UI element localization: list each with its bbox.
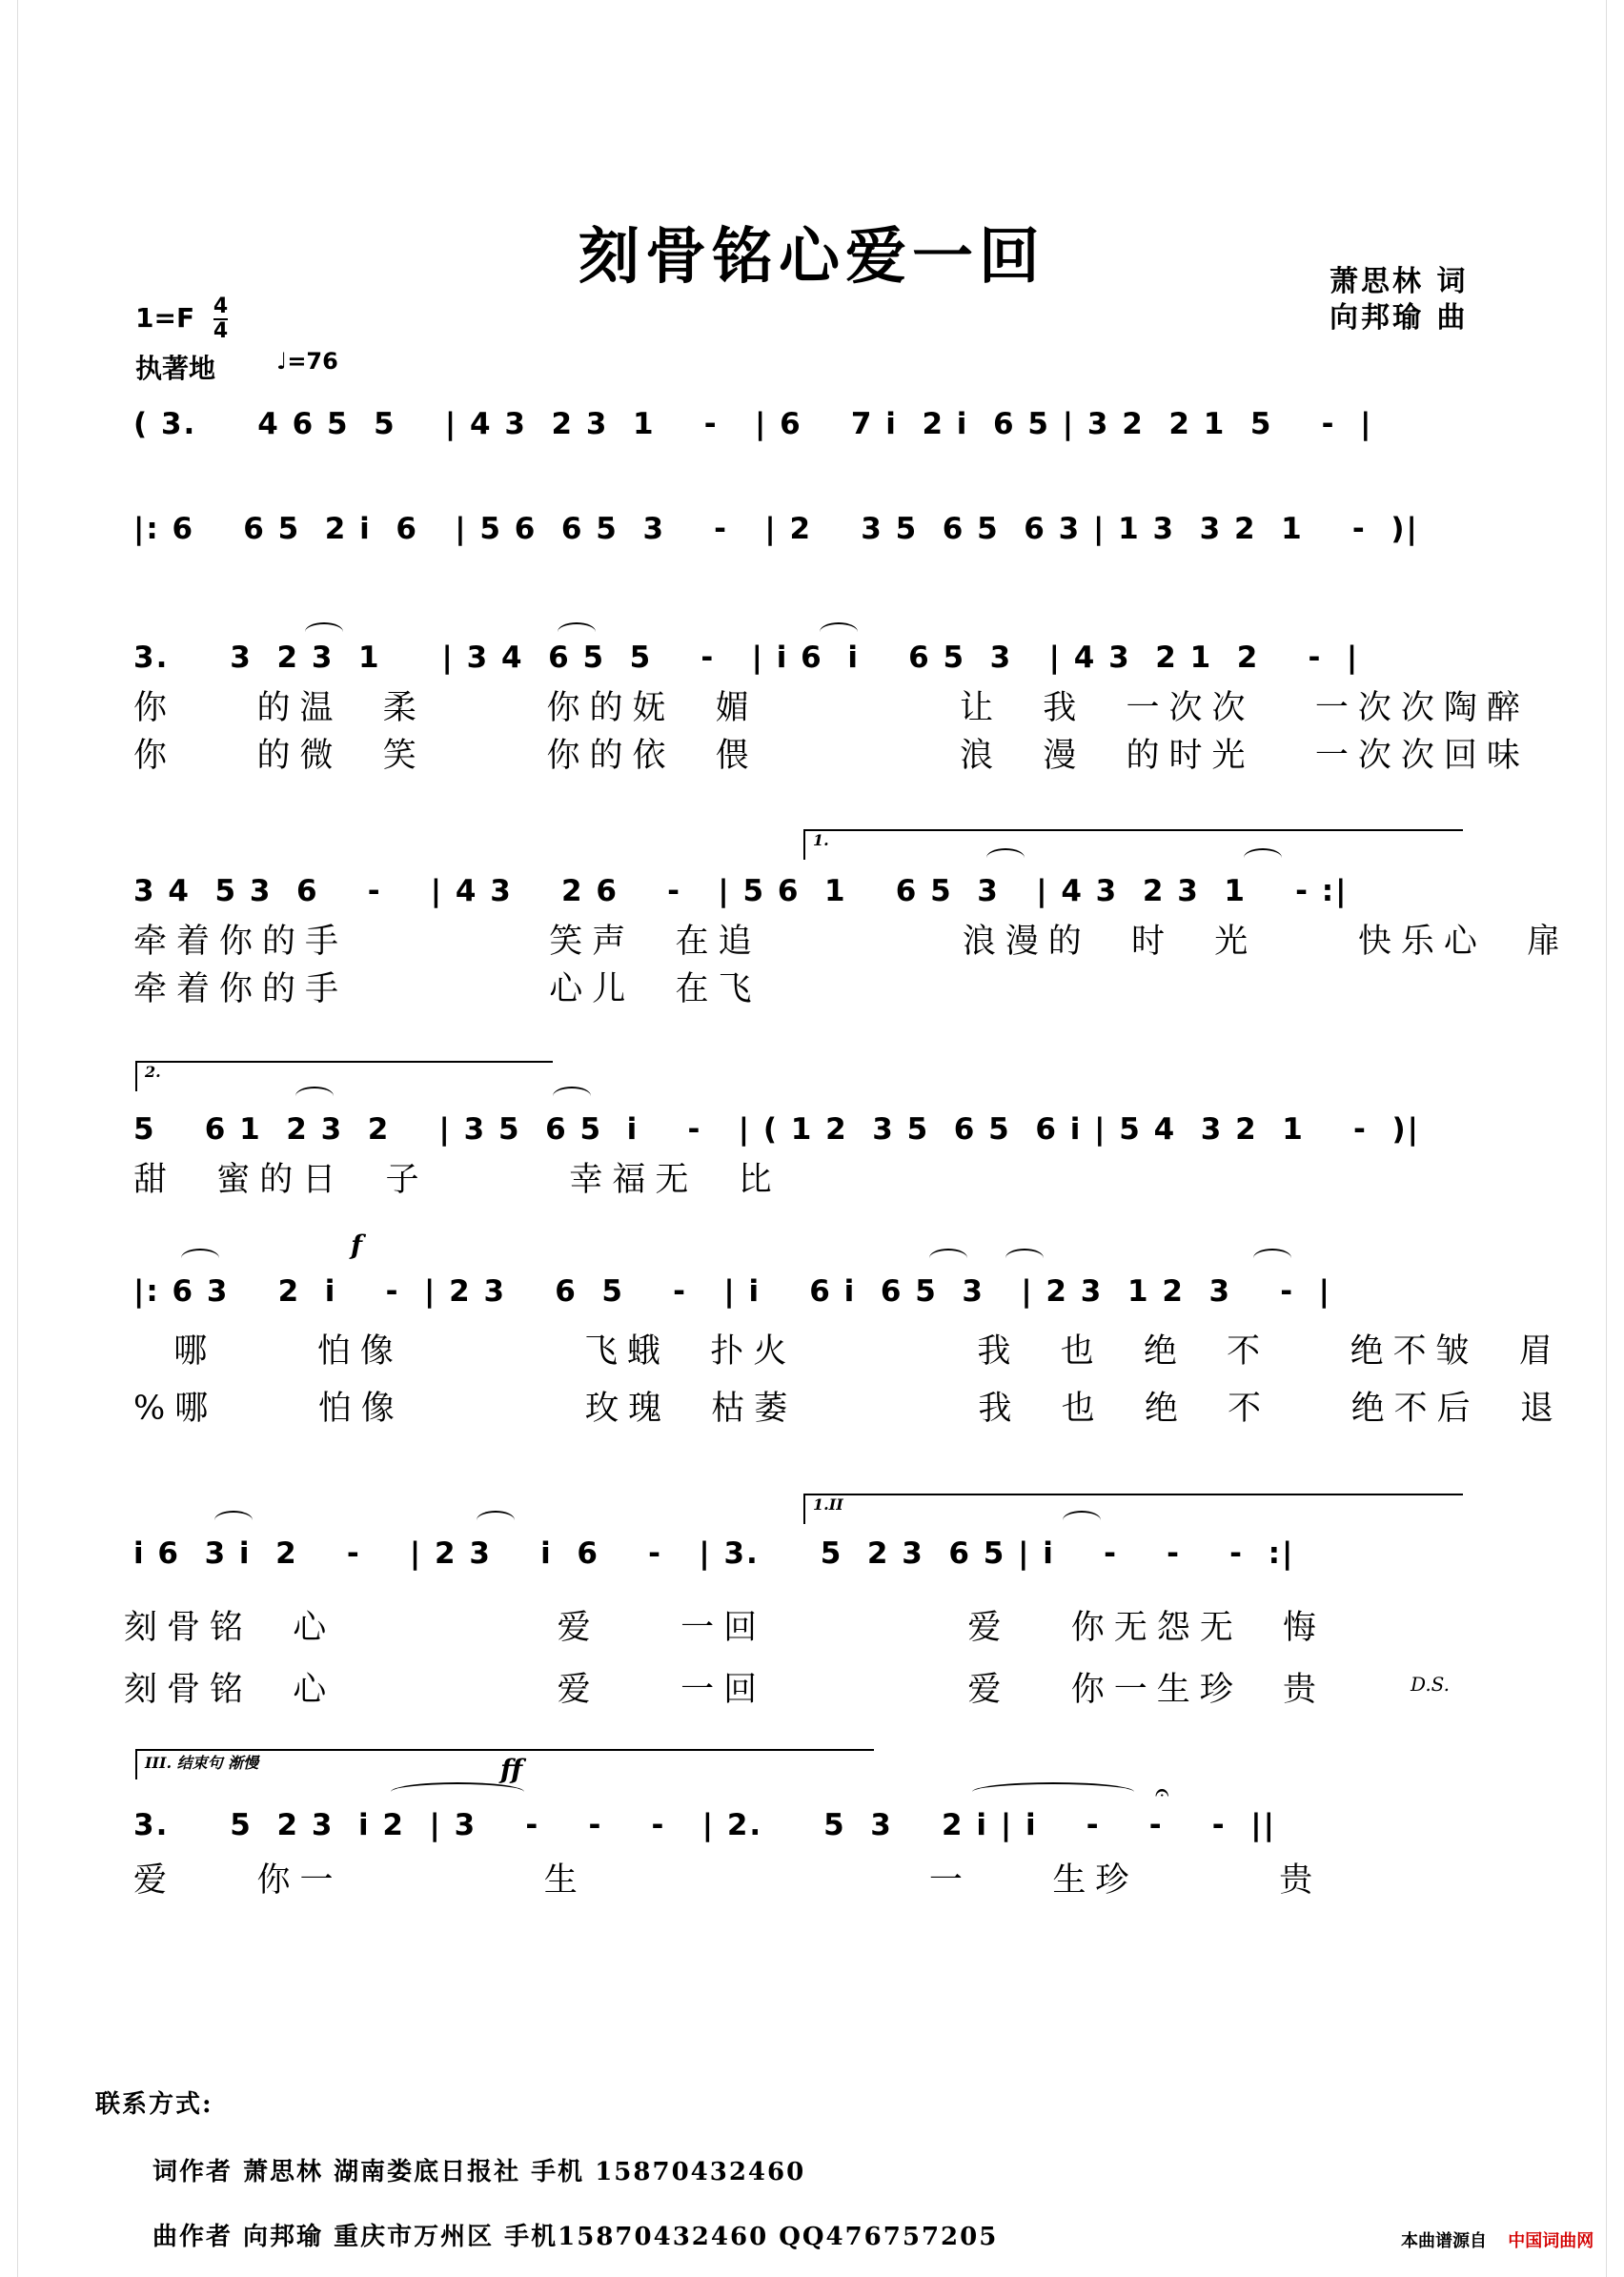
right-margin-strip bbox=[1606, 0, 1624, 2277]
notation-line: 3 4 5 3 6 - | 4 3 2 6 - | 5 6 1 6 5 3 | 4 3 2 3 1 - :| bbox=[133, 874, 1349, 908]
composer-contact: 曲作者 向邦瑜 重庆市万州区 手机15870432460 QQ476757205 bbox=[152, 2223, 999, 2251]
lyric-line-1: 牵着你的手 笑声 在追 浪漫的 时 光 快乐心 扉 bbox=[133, 923, 1571, 961]
source-site-link[interactable]: 中国词曲网 bbox=[1508, 2231, 1594, 2251]
ds-mark: D.S. bbox=[1411, 1673, 1451, 1696]
expression-mark: 执著地 bbox=[135, 353, 216, 384]
score-system bbox=[133, 1249, 1563, 1428]
volta-bracket: 2. bbox=[135, 1061, 553, 1091]
lyric-line-1: 刻骨铭 心 爱 一回 爱 你无怨无 悔 bbox=[124, 1609, 1327, 1647]
composer-credit: 向邦瑜 曲 bbox=[1330, 301, 1469, 335]
notation-line: 5 6 1 2 3 2 | 3 5 6 5 i - | ( 1 2 3 5 6 5 6 i | 5 4 3 2 1 - )| bbox=[133, 1112, 1420, 1147]
notation-line: 3. 5 2 3 i 2 | 3 - - - | 2. 5 3 2 i | i - - - || bbox=[133, 1808, 1276, 1842]
lyric-line-1: 爱 你一 生 一 生珍 贵 bbox=[133, 1861, 1323, 1900]
lyric-line-1: 甜 蜜的日 子 幸福无 比 bbox=[133, 1161, 782, 1199]
score-system bbox=[133, 848, 1571, 1008]
lyric-line-2: %哪 怕像 玫瑰 枯萎 我 也 绝 不 绝不后 退 bbox=[133, 1390, 1563, 1428]
score-system bbox=[133, 615, 1530, 775]
notation-line: ( 3. 4 6 5 5 | 4 3 2 3 1 - | 6 7 i 2 i 6 5 | 3 2 2 1 5 - | bbox=[133, 407, 1373, 441]
source-text: 本曲谱源自 bbox=[1401, 2231, 1487, 2251]
fermata-icon: 𝄐 bbox=[1155, 1779, 1169, 1807]
lyric-line-2: 牵着你的手 心儿 在飞 bbox=[133, 970, 761, 1008]
page-title: 刻骨铭心爱一回 bbox=[579, 221, 1045, 293]
volta-bracket: 1.II bbox=[803, 1494, 1463, 1524]
tempo-mark: ♩=76 bbox=[276, 348, 338, 375]
lyricist-credit: 萧思林 词 bbox=[1330, 265, 1469, 298]
dynamic-mark: ff bbox=[500, 1754, 523, 1785]
dynamic-mark: f bbox=[351, 1230, 363, 1261]
contact-heading: 联系方式: bbox=[95, 2090, 213, 2119]
notation-line: 3. 3 2 3 1 | 3 4 6 5 5 - | i 6 i 6 5 3 | 4 3 2 1 2 - | bbox=[133, 640, 1360, 675]
volta-bracket: 1. bbox=[803, 829, 1463, 860]
score-system bbox=[133, 381, 1492, 467]
lyric-line-2: 你 的微 笑 你的依 偎 浪 漫 的时光 一次次回味 bbox=[133, 737, 1530, 775]
lyric-line-1: 哪 怕像 飞蛾 扑火 我 也 绝 不 绝不皱 眉 bbox=[133, 1332, 1562, 1371]
notation-line: |: 6 3 2 i - | 2 3 6 5 - | i 6 i 6 5 3 | 2 3 1 2 3 - | bbox=[133, 1274, 1331, 1309]
key-label: 1=F bbox=[135, 302, 195, 334]
volta-bracket: III. 结束句 渐慢 bbox=[135, 1749, 874, 1779]
lyric-line-1: 你 的温 柔 你的妩 媚 让 我 一次次 一次次陶醉 bbox=[133, 689, 1530, 727]
time-signature: $\frac{4}{4}$ bbox=[213, 295, 229, 343]
score-system bbox=[133, 1779, 1492, 1900]
source-note bbox=[1401, 2227, 1594, 2252]
key-signature bbox=[135, 295, 228, 343]
score-system bbox=[133, 1087, 1492, 1199]
lyric-line-2: 刻骨铭 心 爱 一回 爱 你一生珍 贵 bbox=[124, 1671, 1327, 1709]
notation-line: |: 6 6 5 2 i 6 | 5 6 6 5 3 - | 2 3 5 6 5 6 3 | 1 3 3 2 1 - )| bbox=[133, 512, 1419, 546]
score-system bbox=[133, 486, 1492, 572]
left-margin-strip bbox=[0, 0, 18, 2277]
lyricist-contact: 词作者 萧思林 湖南娄底日报社 手机 15870432460 bbox=[152, 2158, 806, 2186]
notation-line: i 6 3 i 2 - | 2 3 i 6 - | 3. 5 2 3 6 5 | i - - - :| bbox=[133, 1536, 1295, 1571]
